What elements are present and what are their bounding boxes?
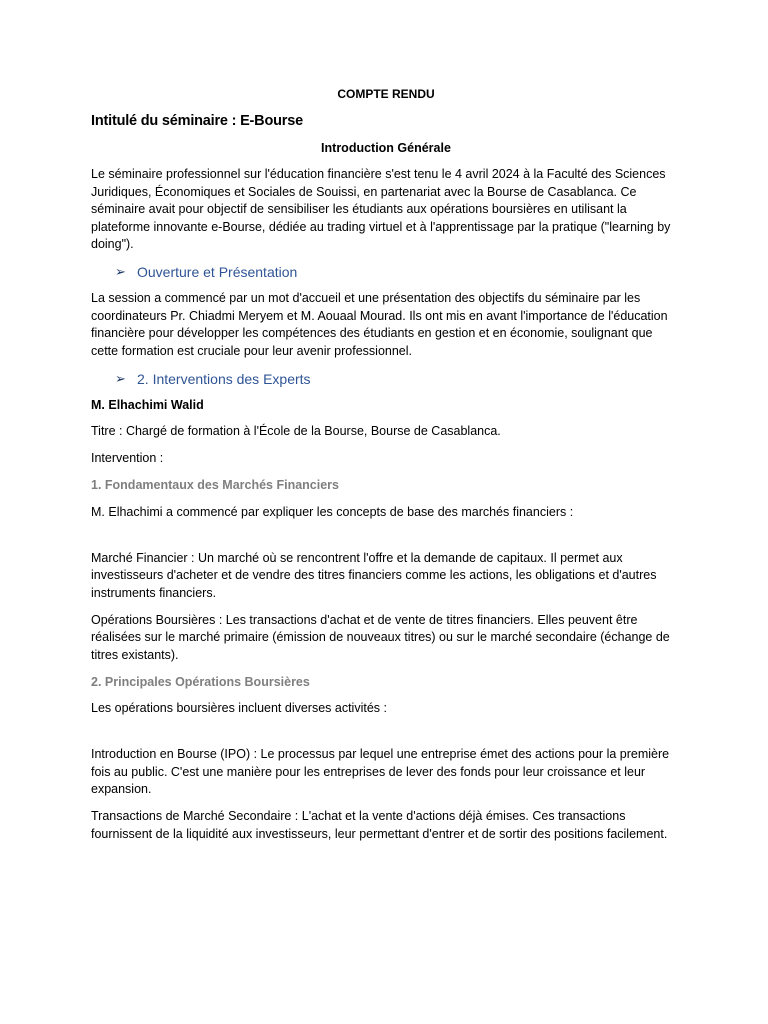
subsection-heading-principales-operations: 2. Principales Opérations Boursières — [91, 674, 310, 689]
speaker-name: M. Elhachimi Walid — [91, 397, 204, 412]
section-heading-label: 2. Interventions des Experts — [137, 370, 311, 387]
marche-financier-paragraph: Marché Financier : Un marché où se rencontrent l'offre et la demande de capitaux. Il permet aux investisseurs d'acheter et de vendre des titres financiers comme les actions, les obligations et d'autres instruments financiers. — [91, 550, 657, 600]
document-title: COMPTE RENDU — [337, 87, 435, 101]
marche-secondaire-paragraph: Transactions de Marché Secondaire : L'achat et la vente d'actions déjà émises. Ces transactions fournissent de la liquidité aux investisseurs, leur permettant d'entrer et de sortir des positions facilement. — [91, 809, 668, 841]
ipo-paragraph: Introduction en Bourse (IPO) : Le processus par lequel une entreprise émet des actions pour la première fois au public. C'est une manière pour les entreprises de lever des fonds pour leur croissance et leur expansion. — [91, 747, 670, 796]
intro-heading: Introduction Générale — [321, 141, 451, 155]
blank-line — [91, 727, 681, 746]
arrow-bullet-icon: ➢ — [115, 370, 126, 386]
intervention-label: Intervention : — [91, 451, 164, 465]
intro-paragraph: Le séminaire professionnel sur l'éducation financière s'est tenu le 4 avril 2024 à la Faculté des Sciences Juridiques, Économiques et Sociales de Souissi, en partenariat avec la Bourse de Casablanca. Ce séminaire avait pour objectif de sensibiliser les étudiants aux opérations boursières en utilisant la plateforme innovante e-Bourse, dédiée au trading virtuel et à l'apprentissage par la pratique ("learning by doing"). — [91, 167, 671, 251]
fondamentaux-intro: M. Elhachimi a commencé par expliquer les concepts de base des marchés financiers : — [91, 504, 574, 519]
principales-operations-intro: Les opérations boursières incluent diverses activités : — [91, 701, 387, 715]
subsection-heading-fondamentaux: 1. Fondamentaux des Marchés Financiers — [91, 478, 339, 492]
arrow-bullet-icon: ➢ — [115, 264, 126, 279]
ouverture-paragraph: La session a commencé par un mot d'accueil et une présentation des objectifs du séminaire par les coordinateurs Pr. Chiadmi Meryem et M. Aouaal Mourad. Ils ont mis en avant l'importance de l'éducation financière pour développer les compétences des étudiants en gestion et en économie, soulignant que cette formation est cruciale pour leur avenir professionnel. — [91, 291, 668, 358]
section-heading-ouverture — [91, 263, 681, 281]
blank-line — [91, 531, 681, 550]
section-heading-label: Ouverture et Présentation — [137, 264, 298, 280]
seminar-title: Intitulé du séminaire : E-Bourse — [91, 113, 303, 129]
section-heading-interventions — [91, 370, 681, 388]
document-content — [91, 86, 681, 853]
operations-boursieres-paragraph: Opérations Boursières : Les transactions d'achat et de vente de titres financiers. Elles peuvent être réalisées sur le marché primaire (émission de nouveaux titres) ou sur le marché secondaire (échange de titres existants). — [91, 612, 670, 662]
speaker-title: Titre : Chargé de formation à l'École de la Bourse, Bourse de Casablanca. — [91, 424, 501, 438]
